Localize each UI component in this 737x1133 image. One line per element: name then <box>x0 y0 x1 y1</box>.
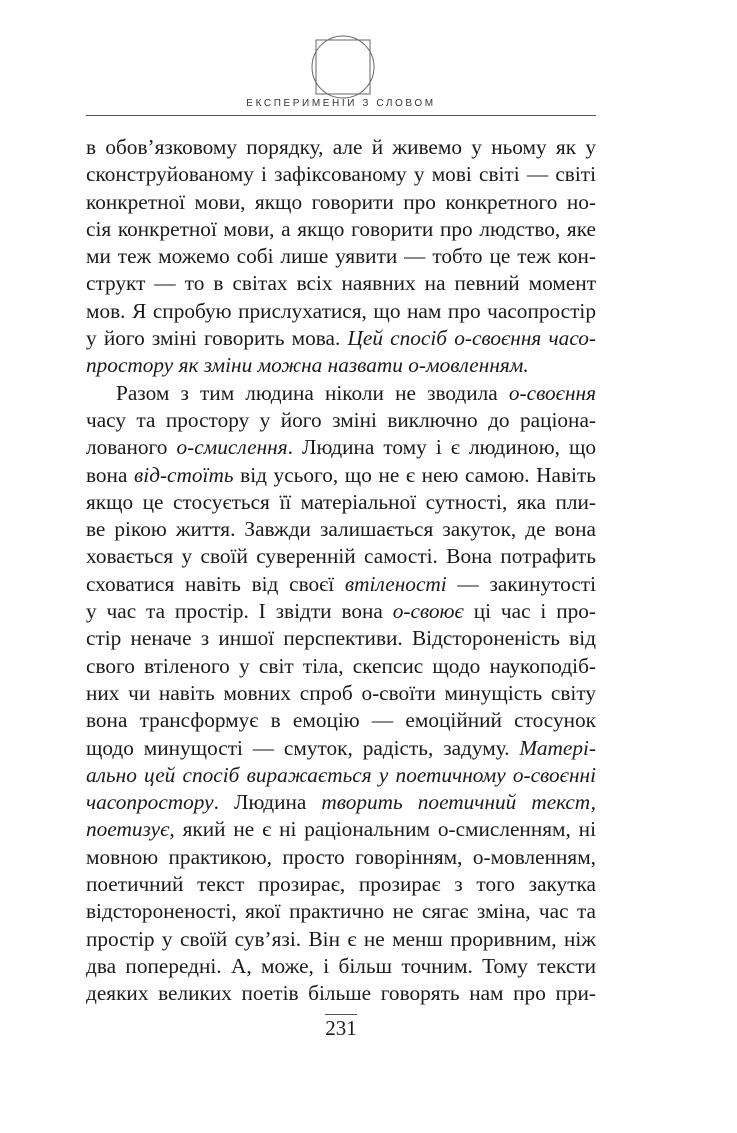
running-head: ЕКСПЕРИМЕНІИ З СЛОВОМ <box>246 98 436 109</box>
text-segment: . Людина <box>213 790 322 815</box>
italic-text: втіленості <box>344 571 447 596</box>
text-line <box>86 352 596 379</box>
text-segment: мовною практикою, просто говорінням, о-мовленням, <box>86 844 596 869</box>
text-line <box>86 789 596 816</box>
text-line <box>86 625 596 652</box>
text-line <box>86 598 596 625</box>
italic-text: Цей спосіб о-своєння часо- <box>347 326 596 351</box>
text-line <box>86 380 596 407</box>
text-segment: — закинутості <box>446 571 596 596</box>
text-segment: . Людина тому і є людиною, що <box>287 435 597 460</box>
text-line <box>86 462 596 489</box>
text-segment: них чи навіть мовних спроб о-своїти минущість світу <box>86 680 596 705</box>
text-segment: відстороненості, якої практично не сягає зміна, час та <box>86 899 596 924</box>
text-segment: , який не є ні раціональним о-смисленням, ні <box>169 817 596 842</box>
text-segment: часу та простору у його зміні виключно до раціона- <box>86 407 596 432</box>
text-line <box>86 926 596 953</box>
text-segment: ве рікою життя. Завжди залишається закуток, де вона <box>86 517 596 542</box>
italic-text: творить поетичний текст, <box>321 790 597 815</box>
text-segment: вона трансформує в емоцію — емоційний стосунок <box>86 708 596 733</box>
header-rule <box>86 115 596 116</box>
text-line <box>86 871 596 898</box>
text-segment: вона <box>86 462 135 487</box>
page-number: 231 <box>325 1016 357 1040</box>
text-segment: простір у своїй сув’язі. Він є не менш проривним, ніж <box>86 926 596 951</box>
text-segment: Разом з тим людина ніколи не зводила <box>116 380 509 405</box>
text-line <box>86 543 596 570</box>
text-line <box>86 980 596 1007</box>
text-line <box>86 762 596 789</box>
text-segment: конкретної мови, якщо говорити про конкретного но- <box>86 189 596 214</box>
text-line <box>86 216 596 243</box>
text-line <box>86 325 596 352</box>
text-segment: сія конкретної мови, а якщо говорити про людство, яке <box>86 216 596 241</box>
text-line <box>86 189 596 216</box>
text-line <box>86 680 596 707</box>
text-line <box>86 653 596 680</box>
italic-text: часопростору <box>86 790 214 815</box>
text-segment: два попередні. А, може, і більш точним. Тому тексти <box>86 953 596 978</box>
italic-text: о-смислення <box>176 435 288 460</box>
text-segment: лованого <box>86 435 177 460</box>
text-segment: сконструйованому і зафіксованому у мові світі — світі <box>86 162 596 187</box>
text-line <box>86 844 596 871</box>
text-line <box>86 735 596 762</box>
text-segment: у час та простір. І звідти вона <box>86 599 393 624</box>
italic-text: о-своєння <box>508 380 596 405</box>
text-line <box>86 134 596 161</box>
text-segment: у його зміні говорить мова. <box>86 326 348 351</box>
body-text <box>86 134 596 1008</box>
text-segment: ці час і про- <box>463 599 596 624</box>
circle-square-emblem-icon <box>310 34 376 100</box>
text-segment: свого втіленого у світ тіла, скепсис щодо наукоподіб- <box>86 653 596 678</box>
text-line <box>86 571 596 598</box>
text-segment: стір неначе з иншої перспективи. Відстороненість від <box>86 626 596 651</box>
text-segment: поетичний текст прозирає, прозирає з того закутка <box>86 872 596 897</box>
text-line <box>86 298 596 325</box>
text-line <box>86 407 596 434</box>
text-segment: деяких великих поетів більше говорять нам про при- <box>86 981 596 1006</box>
text-segment: ми теж можемо собі лише уявити — тобто це теж кон- <box>86 244 596 269</box>
text-segment: від усього, що не є нею самою. Навіть <box>233 462 596 487</box>
italic-text: поетизує <box>86 817 170 842</box>
text-line <box>86 270 596 297</box>
italic-text: Матері- <box>519 735 596 760</box>
text-line <box>86 898 596 925</box>
text-line <box>86 489 596 516</box>
text-line <box>86 434 596 461</box>
italic-text: від-стоїть <box>134 462 234 487</box>
text-line <box>86 516 596 543</box>
text-line <box>86 816 596 843</box>
text-line <box>86 161 596 188</box>
text-segment: сховатися навіть від своєї <box>86 571 345 596</box>
text-segment: структ — то в світах всіх наявних на певний момент <box>86 271 596 296</box>
text-segment: в обов’язковому порядку, але й живемо у ньому як у <box>86 135 596 159</box>
italic-text: ально цей спосіб виражається у поетичному о-своєнні <box>86 762 596 787</box>
italic-text: простору як зміни можна назвати о-мовленням. <box>86 353 529 378</box>
text-line <box>86 953 596 980</box>
text-segment: ховається у своїй суверенній самості. Вона потрафить <box>86 544 596 569</box>
text-line <box>86 243 596 270</box>
text-line <box>86 707 596 734</box>
text-segment: мов. Я спробую прислухатися, що нам про часопростір <box>86 298 596 323</box>
italic-text: о-своює <box>392 599 464 624</box>
text-segment: якщо це стосується її матеріальної сутності, яка пли- <box>86 489 596 514</box>
text-segment: щодо минущості — смуток, радість, задуму. <box>86 735 520 760</box>
